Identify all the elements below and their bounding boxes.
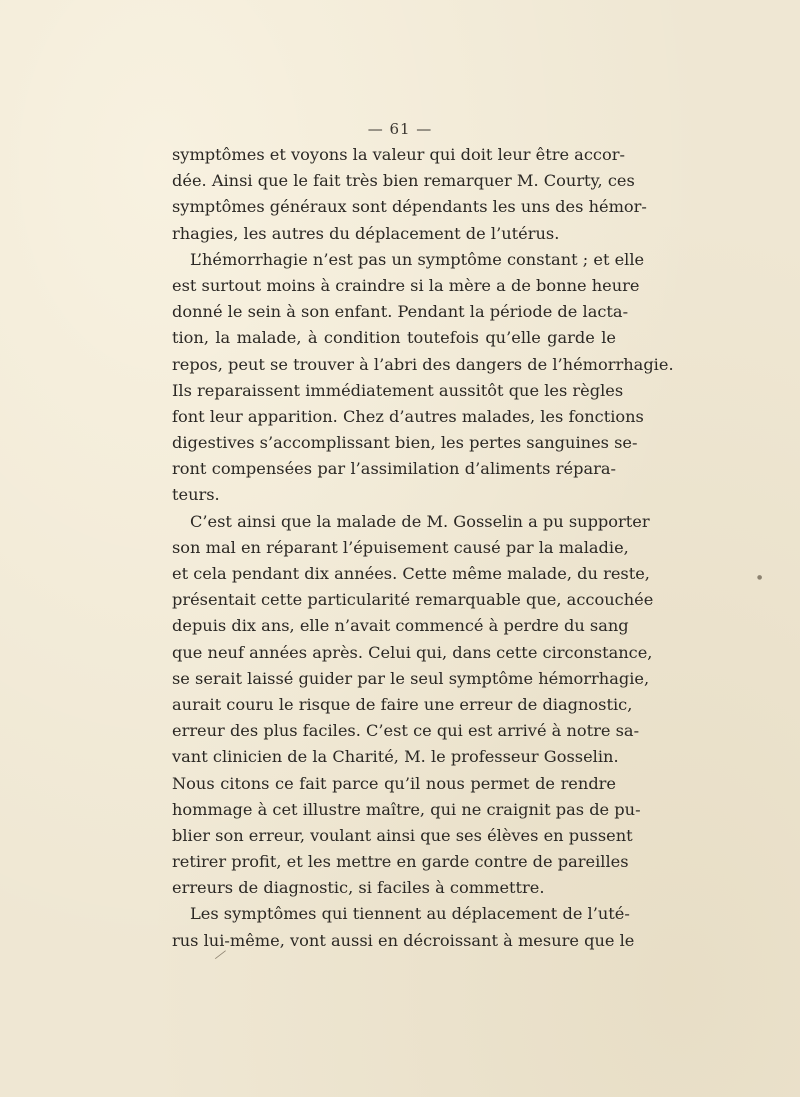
text-line: présentait cette particularité remarquable que, accouchée <box>172 590 654 610</box>
text-line: repos, peut se trouver à l’abri des dangers de l’hémorrhagie. <box>172 354 674 374</box>
text-line: blier son erreur, voulant ainsi que ses élèves en pussent <box>172 825 633 845</box>
text-line: se serait laissé guider par le seul symptôme hémorrhagie, <box>172 668 650 688</box>
text-line: Les symptômes qui tiennent au déplacement de l’uté- <box>190 904 630 924</box>
text-line: aurait couru le risque de faire une erreur de diagnostic, <box>172 694 633 714</box>
text-line: rus lui-même, vont aussi en décroissant à mesure que le <box>172 930 635 950</box>
body-text <box>172 142 674 954</box>
text-line: tion, la malade, à condition toutefois qu’elle garde le <box>172 328 616 348</box>
text-line: vant clinicien de la Charité, M. le professeur Gosselin. <box>172 747 619 767</box>
text-line: erreurs de diagnostic, si faciles à commettre. <box>172 878 545 898</box>
text-line: est surtout moins à craindre si la mère a de bonne heure <box>172 275 640 295</box>
text-line: et cela pendant dix années. Cette même malade, du reste, <box>172 564 650 583</box>
text-line: ront compensées par l’assimilation d’aliments répara- <box>172 459 616 479</box>
text-line: Nous citons ce fait parce qu’il nous permet de rendre <box>172 773 616 793</box>
text-line: dée. Ainsi que le fait très bien remarquer M. Courty, ces <box>172 171 635 191</box>
paper-speck: ╱ <box>214 949 226 962</box>
text-line: L’hémorrhagie n’est pas un symptôme constant ; et elle <box>190 249 645 269</box>
text-line: donné le sein à son enfant. Pendant la période de lacta- <box>172 302 629 322</box>
text-line: son mal en réparant l’épuisement causé par la maladie, <box>172 537 629 557</box>
text-line: erreur des plus faciles. C’est ce qui est arrivé à notre sa- <box>172 721 640 741</box>
text-line: depuis dix ans, elle n’avait commencé à perdre du sang <box>172 616 629 636</box>
text-line: que neuf années après. Celui qui, dans cette circonstance, <box>172 642 653 662</box>
paper-speck: ● <box>757 574 763 581</box>
page-number: — 61 — <box>367 120 433 138</box>
text-line: Ils reparaissent immédiatement aussitôt que les règles <box>172 380 624 400</box>
text-line: digestives s’accomplissant bien, les pertes sanguines se- <box>172 433 638 453</box>
text-line: symptômes généraux sont dépendants les uns des hémor- <box>172 197 647 217</box>
text-line: C’est ainsi que la malade de M. Gosselin a pu supporter <box>190 511 650 531</box>
text-line: teurs. <box>172 485 220 505</box>
text-line: symptômes et voyons la valeur qui doit leur être accor- <box>172 145 625 164</box>
text-line: rhagies, les autres du déplacement de l’utérus. <box>172 223 560 243</box>
text-line: hommage à cet illustre maître, qui ne craignit pas de pu- <box>172 799 641 819</box>
text-line: font leur apparition. Chez d’autres malades, les fonctions <box>172 406 644 426</box>
text-line: retirer profit, et les mettre en garde contre de pareilles <box>172 852 629 872</box>
